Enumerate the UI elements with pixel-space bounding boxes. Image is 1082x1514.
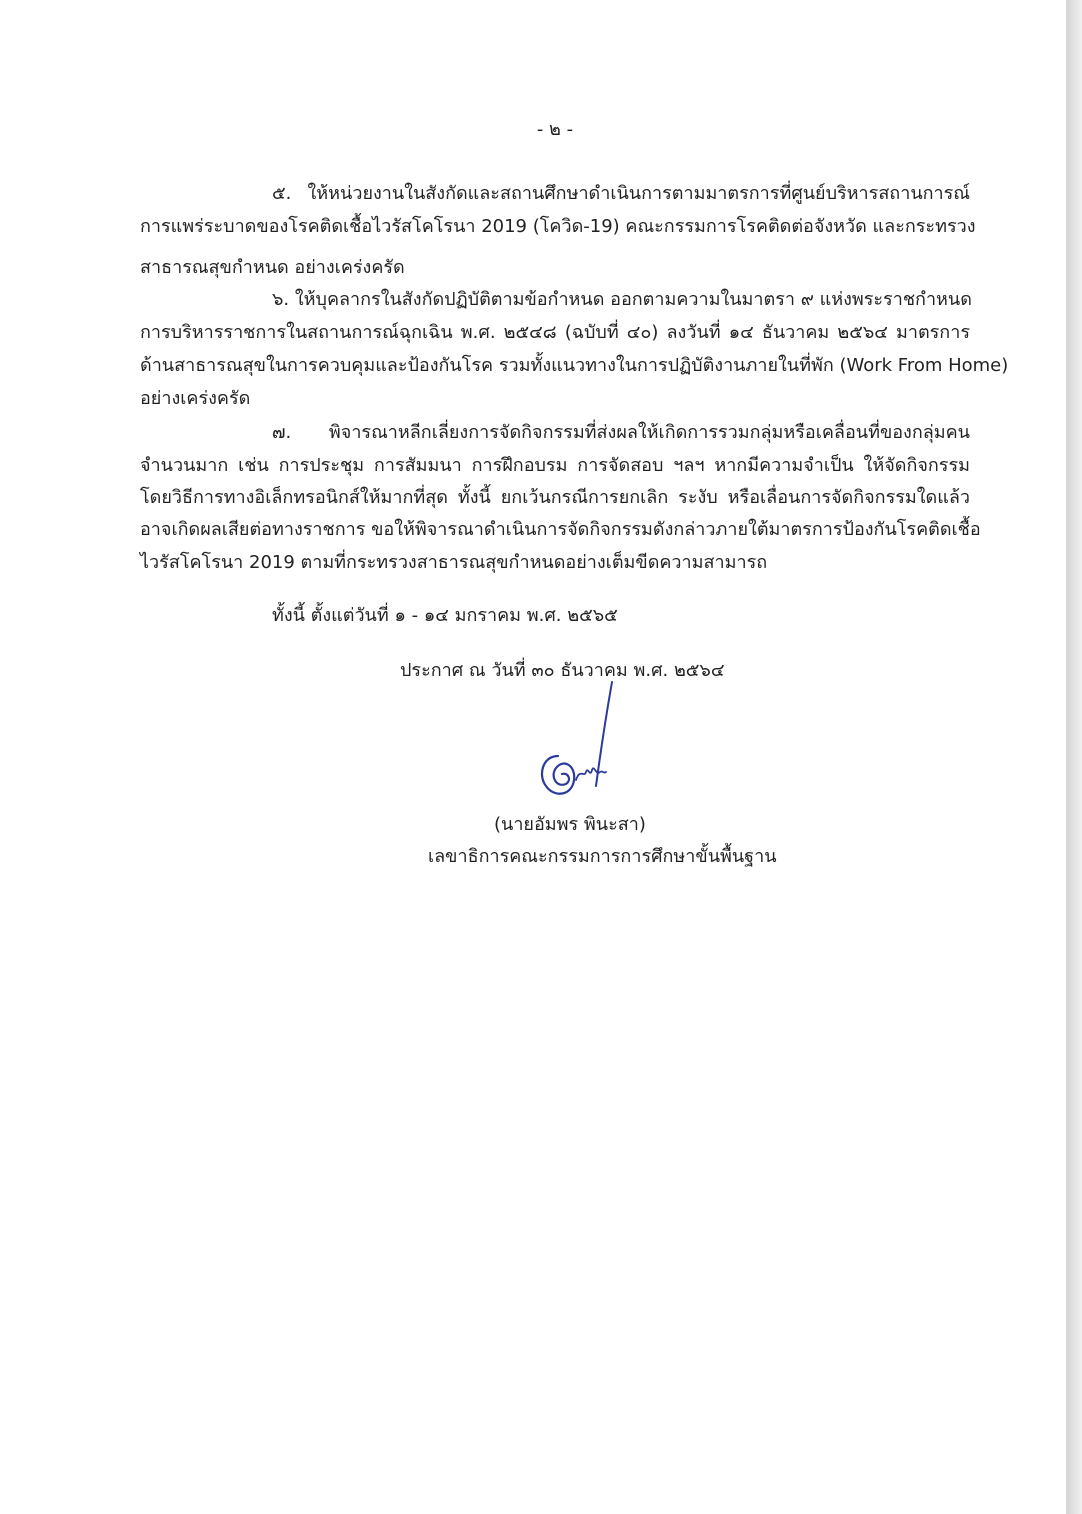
paragraph-7-line-1: ๗. พิจารณาหลีกเลี่ยงการจัดกิจกรรมที่ส่งผลให้เกิดการรวมกลุ่มหรือเคลื่อนที่ของกลุ่มคน bbox=[272, 422, 970, 443]
paragraph-5-line-1: ๕. ให้หน่วยงานในสังกัดและสถานศึกษาดำเนินการตามมาตรการที่ศูนย์บริหารสถานการณ์ bbox=[272, 183, 970, 204]
paragraph-5-line-3: สาธารณสุขกำหนด อย่างเคร่งครัด bbox=[140, 257, 405, 278]
announcement-date: ประกาศ ณ วันที่ ๓๐ ธันวาคม พ.ศ. ๒๕๖๔ bbox=[400, 660, 725, 681]
paragraph-6-line-2: การบริหารราชการในสถานการณ์ฉุกเฉิน พ.ศ. ๒๕๔๘ (ฉบับที่ ๔๐) ลงวันที่ ๑๔ ธันวาคม ๒๕๖๔ มาตรการ bbox=[140, 322, 970, 343]
page-number: - ๒ - bbox=[536, 119, 574, 140]
paragraph-7-line-3: โดยวิธีการทางอิเล็กทรอนิกส์ให้มากที่สุด ทั้งนี้ ยกเว้นกรณีการยกเลิก ระงับ หรือเลื่อนการจัดกิจกรรมใดแล้ว bbox=[140, 487, 970, 508]
effective-period: ทั้งนี้ ตั้งแต่วันที่ ๑ - ๑๔ มกราคม พ.ศ. ๒๕๖๕ bbox=[272, 605, 618, 626]
signatory-position: เลขาธิการคณะกรรมการการศึกษาขั้นพื้นฐาน bbox=[428, 846, 777, 867]
paragraph-6-line-3: ด้านสาธารณสุขในการควบคุมและป้องกันโรค รวมทั้งแนวทางในการปฏิบัติงานภายในที่พัก (Work From Home) bbox=[140, 355, 1009, 376]
paragraph-6-line-1: ๖. ให้บุคลากรในสังกัดปฏิบัติตามข้อกำหนด ออกตามความในมาตรา ๙ แห่งพระราชกำหนด bbox=[272, 289, 972, 310]
paragraph-7-line-5: ไวรัสโคโรนา 2019 ตามที่กระทรวงสาธารณสุขกำหนดอย่างเต็มขีดความสามารถ bbox=[140, 552, 768, 573]
signature-graphic bbox=[530, 676, 630, 806]
paragraph-7-line-2: จำนวนมาก เช่น การประชุม การสัมมนา การฝึกอบรม การจัดสอบ ฯลฯ หากมีความจำเป็น ให้จัดกิจกรรม bbox=[140, 455, 970, 476]
signatory-name: (นายอัมพร พินะสา) bbox=[494, 814, 646, 835]
paragraph-6-line-4: อย่างเคร่งครัด bbox=[140, 388, 251, 409]
page-edge-shadow bbox=[1066, 0, 1082, 1514]
paragraph-7-line-4: อาจเกิดผลเสียต่อทางราชการ ขอให้พิจารณาดำเนินการจัดกิจกรรมดังกล่าวภายใต้มาตรการป้องกันโรคติดเชื้อ bbox=[140, 519, 981, 540]
paragraph-5-line-2: การแพร่ระบาดของโรคติดเชื้อไวรัสโคโรนา 2019 (โควิด-19) คณะกรรมการโรคติดต่อจังหวัด และกระทรวง bbox=[140, 216, 976, 237]
